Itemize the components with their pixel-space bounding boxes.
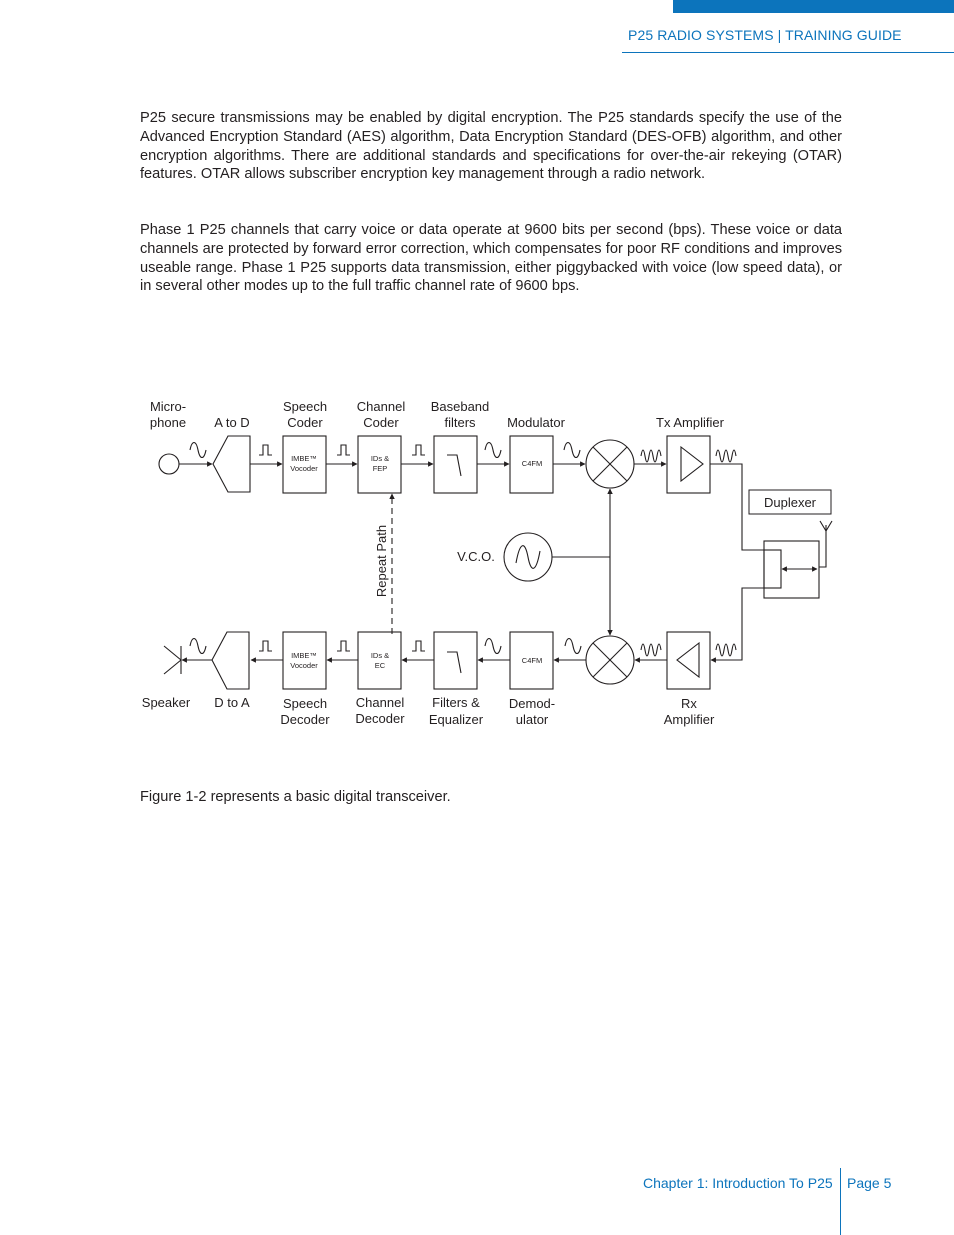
modulator-label: Modulator (507, 415, 565, 430)
rx-amplifier-label-1: Rx (681, 696, 697, 711)
d-to-a-label: D to A (214, 695, 250, 710)
filters-equalizer-label-1: Filters & (432, 695, 480, 710)
tx-amplifier-label: Tx Amplifier (656, 415, 724, 430)
speaker-icon (164, 646, 181, 674)
vco-label: V.C.O. (457, 549, 495, 564)
tx-vocoder-label-2: Vocoder (290, 464, 318, 473)
rx-vocoder-label-2: Vocoder (290, 661, 318, 670)
fep-label-1: IDs & (370, 454, 390, 463)
rx-c4fm-label: C4FM (521, 656, 543, 665)
equalizer-box (434, 632, 477, 689)
ec-label-1: IDs & (370, 651, 390, 660)
a-to-d-converter (213, 436, 250, 492)
demodulator-label-1: Demod- (508, 696, 556, 711)
footer-page-number: Page 5 (847, 1175, 892, 1191)
baseband-filters-label-2: filters (444, 415, 476, 430)
tx-vocoder-label-1: IMBE™ (291, 454, 317, 463)
filters-equalizer-label-2: Equalizer (428, 712, 484, 727)
channel-decoder-label-2: Decoder (355, 711, 405, 726)
speech-coder-label-1: Speech (282, 399, 328, 414)
tx-amplifier-triangle (681, 447, 703, 481)
microphone-label-2: phone (149, 415, 187, 430)
tx-c4fm-label: C4FM (521, 459, 543, 468)
duplexer-label: Duplexer (763, 495, 817, 510)
speech-decoder-label-2: Decoder (280, 712, 330, 727)
a-to-d-label: A to D (214, 415, 250, 430)
baseband-filter-box (434, 436, 477, 493)
speaker-label: Speaker (141, 695, 191, 710)
figure-caption: Figure 1-2 represents a basic digital transceiver. (140, 789, 451, 805)
paragraph-encryption: P25 secure transmissions may be enabled by digital encryption. The P25 standards specify the use of the Advanced Encryption Standard (AES) algorithm, Data Encryption Standard (DES-OFB) algorithm, and other encryption algorithms. There are additional standards and specifications for over-the-air rekeying (OTAR) features. OTAR allows subscriber encryption key management through a radio network. (140, 110, 842, 183)
running-header: P25 RADIO SYSTEMS | TRAINING GUIDE (628, 27, 902, 43)
demodulator-label-2: ulator (515, 712, 549, 727)
rx-amplifier-triangle (677, 643, 699, 677)
rx-vocoder-label-1: IMBE™ (291, 651, 317, 660)
footer-divider (840, 1168, 841, 1235)
fep-label-2: FEP (372, 464, 388, 473)
paragraph-phase1-channels: Phase 1 P25 channels that carry voice or data operate at 9600 bits per second (bps). These voice or data channels are protected by forward error correction, which compensates for poor RF conditions and improves useable range. Phase 1 P25 supports data transmission, either piggybacked with voice (low speed data), or in several other modes up to the full traffic channel rate of 9600 bps. (140, 222, 842, 295)
microphone-label-1: Micro- (149, 399, 187, 414)
footer-chapter: Chapter 1: Introduction To P25 (643, 1175, 833, 1191)
rf-signal-icon (641, 450, 736, 656)
microphone-icon (159, 454, 179, 474)
channel-coder-label-1: Channel (356, 399, 406, 414)
tx-amplifier-box (667, 436, 710, 493)
channel-decoder-label-1: Channel (355, 695, 405, 710)
speech-decoder-label-1: Speech (282, 696, 328, 711)
d-to-a-converter (212, 632, 249, 689)
rx-amplifier-box (667, 632, 710, 689)
rx-amplifier-label-2: Amplifier (663, 712, 715, 727)
equalizer-filter-icon (447, 652, 461, 673)
lowpass-filter-icon (447, 455, 461, 476)
repeat-path-label: Repeat Path (374, 524, 389, 598)
digital-signal-icon (259, 445, 425, 651)
channel-coder-label-2: Coder (363, 415, 399, 430)
speech-coder-label-2: Coder (287, 415, 323, 430)
ec-label-2: EC (374, 661, 386, 670)
baseband-filters-label-1: Baseband (430, 399, 490, 414)
